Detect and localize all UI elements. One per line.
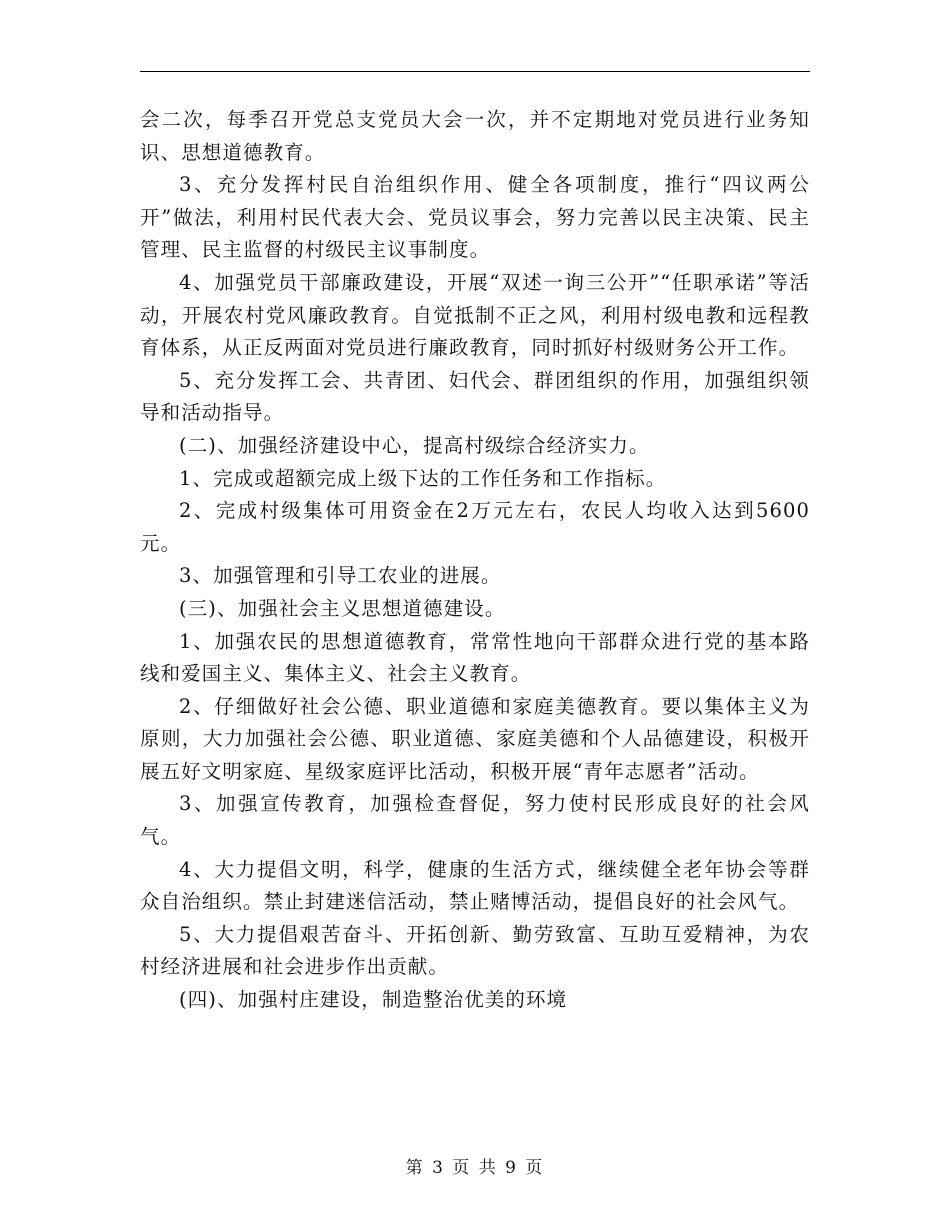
paragraph: 3、加强管理和引导工农业的进展。 — [179, 564, 502, 588]
paragraph: 3、充分发挥村民自治组织作用、健全各项制度，推行“四议两公开”做法，利用村民代表大会、党员议事会，努力完善以民主决策、民主管理、民主监督的村级民主议事制度。 — [140, 173, 810, 262]
page-footer — [0, 1153, 950, 1178]
paragraph: 4、大力提倡文明，科学，健康的生活方式，继续健全老年协会等群众自治组织。禁止封建迷信活动，禁止赌博活动，提倡良好的社会风气。 — [140, 857, 810, 914]
paragraph: 1、完成或超额完成上级下达的工作任务和工作指标。 — [179, 466, 667, 490]
section-heading: (三)、加强社会主义思想道德建设。 — [179, 596, 506, 620]
paragraph: 会二次，每季召开党总支党员大会一次，并不定期地对党员进行业务知识、思想道德教育。 — [140, 108, 810, 164]
document-body — [140, 104, 810, 1017]
paragraph: 5、充分发挥工会、共青团、妇代会、群团组织的作用，加强组织领导和活动指导。 — [140, 368, 810, 425]
section-heading: (二)、加强经济建设中心，提高村级综合经济实力。 — [179, 433, 650, 457]
paragraph: 1、加强农民的思想道德教育，常常性地向干部群众进行党的基本路线和爱国主义、集体主义、社会主义教育。 — [140, 629, 810, 686]
paragraph: 4、加强党员干部廉政建设，开展“双述一询三公开”“任职承诺”等活动，开展农村党风廉政教育。自觉抵制不正之风，利用村级电教和远程教育体系，从正反两面对党员进行廉政教育，同时抓好村级财务公开工作。 — [140, 270, 810, 360]
page-number: 第 3 页 共 9 页 — [405, 1158, 545, 1178]
paragraph: 5、大力提倡艰苦奋斗、开拓创新、勤劳致富、互助互爱精神，为农村经济进展和社会进步作出贡献。 — [140, 922, 810, 979]
header-rule — [140, 71, 810, 72]
paragraph: 2、仔细做好社会公德、职业道德和家庭美德教育。要以集体主义为原则，大力加强社会公德、职业道德、家庭美德和个人品德建设，积极开展五好文明家庭、星级家庭评比活动，积极开展“青年志愿者”活动。 — [140, 694, 810, 783]
paragraph: 2、完成村级集体可用资金在2万元左右，农民人均收入达到5600元。 — [140, 499, 810, 555]
section-heading: (四)、加强村庄建设，制造整治优美的环境 — [179, 988, 568, 1012]
paragraph: 3、加强宣传教育，加强检查督促，努力使村民形成良好的社会风气。 — [140, 792, 810, 849]
